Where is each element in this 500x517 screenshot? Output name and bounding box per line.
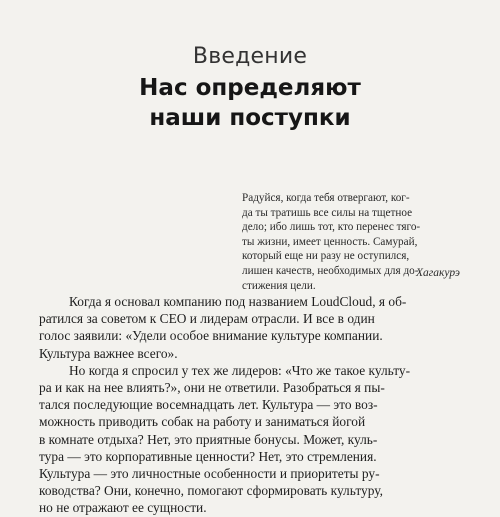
chapter-title-line-1: Нас определяют [139,75,361,101]
body-line: тура — это корпоративные ценности? Нет, это стремления. [39,448,377,464]
body-line: Культура важнее всего». [39,345,178,361]
epigraph-line: дело; ибо лишь тот, кто перенес тяго- [242,221,421,234]
epigraph-line: который еще ни разу не оступился, [242,250,410,263]
epigraph-line: лишен качеств, необходимых для до- [242,264,419,277]
body-line: можность приводить собак на работу и заниматься йогой [39,414,366,430]
epigraph-line: стижения цели. [242,279,316,292]
body-line: в комнате отдыха? Нет, это приятные бонусы. Может, куль- [39,431,378,447]
body-line: ратился за советом к CEO и лидерам отрасли. И все в один [39,311,375,327]
body-line: голос заявили: «Удели особое внимание культуре компании. [39,328,383,344]
body-line: но не отражают ее сущности. [39,500,207,516]
chapter-title-line-2: наши поступки [149,105,351,131]
chapter-eyebrow: Введение [192,44,308,69]
body-line: тался последующие восемнадцать лет. Культура — это воз- [39,397,378,413]
body-line: ководства? Они, конечно, помогают сформировать культуру, [39,483,383,499]
epigraph-line: ты жизни, имеет ценность. Самурай, [242,235,418,248]
body-line: Культура — это личностные особенности и приоритеты ру- [39,466,380,482]
body-line: ра и как на нее влиять?», они не ответили. Разобраться я пы- [39,380,385,396]
chapter-title [0,73,500,133]
epigraph-line: да ты тратишь все силы на тщетное [242,206,413,219]
body-text [39,293,464,517]
body-line: Когда я основал компанию под названием LoudCloud, я об- [69,294,407,309]
epigraph-line: Радуйся, когда тебя отвергают, ког- [242,192,410,204]
epigraph-author: Хагакурэ [415,267,460,279]
body-line: Но когда я спросил у тех же лидеров: «Что же такое культу- [69,362,411,378]
